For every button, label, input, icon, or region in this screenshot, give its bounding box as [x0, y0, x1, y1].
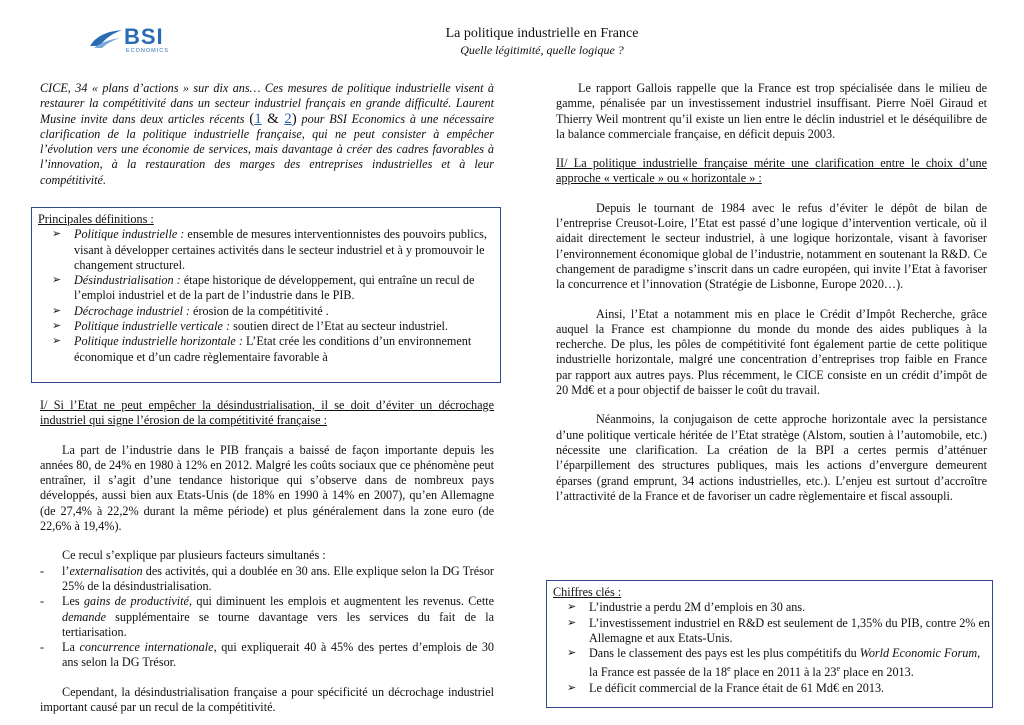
intro-paren-close: ) [291, 110, 297, 127]
key-figure-text: place en 2011 à la 23 [730, 665, 837, 680]
dash-bullet: - [40, 563, 45, 578]
definition-term: Politique industrielle horizontale : [74, 334, 243, 349]
intro-paren-open: ( [249, 110, 255, 127]
dash-bullet: - [40, 640, 45, 655]
definition-item [32, 334, 500, 365]
key-figure-text: L’investissement industriel en R&D est seulement de 1,35% du PIB, contre 2% en Allemagne et aux Etats-Unis. [589, 615, 990, 645]
intro-text-1: CICE, 34 « plans d’actions » sur dix ans… Ces mesures de politique industrielle visent à restaurer la compétitivité dans un secteur industriel français en grande difficulté. Laurent Musine invite dans deux articles récents [40, 81, 494, 126]
factor-item [40, 564, 494, 595]
definition-term: Décrochage industriel : [74, 303, 190, 318]
arrow-bullet-icon: ➢ [52, 274, 62, 287]
factor-item [40, 640, 494, 671]
factor-term: concurrence internationale [79, 640, 214, 655]
factor-post: , qui expliquerait 40 à 45% des pertes d’emplois de 30 ans selon la DG Trésor. [62, 640, 495, 670]
intro-ampersand: & [261, 110, 285, 127]
factor-term: externalisation [69, 563, 143, 578]
factor-post: , qui diminuent les emplois et augmentent les revenus. Cette [188, 594, 494, 609]
factor-pre: Les [62, 594, 84, 609]
right-paragraph-3: Ainsi, l’Etat a notamment mis en place le Crédit d’Impôt Recherche, grâce auquel la France est championne du monde du monde des aides publiques à la recherche. De plus, les pôles de compétitivité font également partie de cette politique industrielle horizontale, malgré une concentration d’entreprises trop faible en France par rapport aux autres pays. Plus récemment, le CICE consiste en un crédit d’impôt de 20 Md€ et a pour objectif de baisser le coût du travail. [556, 306, 987, 398]
section-1-paragraph-1: La part de l’industrie dans le PIB français a baissé de façon importante depuis les années 80, de 24% en 1980 à 12% en 2012. Malgré les coûts sociaux que ce phénomène peut entraîner, il s’agit d’une tendance historique qui s’observe dans de nombreux pays développés, aussi bien aux Etats-Unis (de 18% en 1990 à 14% en 2007), qu’en Allemagne (de 27,4% à 22,2% durant la même période) et plus généralement dans la zone euro (de 22,6% à 19,4%). [40, 442, 494, 534]
key-figure-text: L’industrie a perdu 2M d’emplois en 30 ans. [589, 600, 806, 615]
definition-item [32, 273, 500, 304]
arrow-bullet-icon: ➢ [567, 681, 577, 694]
definition-term: Politique industrielle : [74, 227, 185, 242]
factor-post: des activités, qui a doublée en 30 ans. Elle explique selon la DG Trésor 25% de la désindustrialisation. [62, 563, 494, 593]
right-paragraph-4: Néanmoins, la conjugaison de cette approche horizontale avec la persistance d’une politique verticale héritée de l’Etat stratège (Alstom, soutien à l’automobile, etc.) nécessite une clarification. La création de la BPI a certes permis d’atténuer l’éparpillement des structures publiques, mais les actions d’envergure demeurent éparses (grand emprunt, 34 actions industrielles, etc.). L’enjeu est surtout d’accroître l’attractivité de la France et de favoriser un cadre règlementaire et fiscal assoupli. [556, 412, 987, 503]
definitions-list [32, 227, 500, 365]
section-1-paragraph-2: Ce recul s’explique par plusieurs facteurs simultanés : [62, 548, 326, 563]
definition-text: érosion de la compétitivité . [189, 303, 329, 318]
section-2-heading: II/ La politique industrielle française mérite une clarification entre le choix d’une approche « verticale » ou « horizontale » : [556, 156, 987, 186]
key-figures-list [547, 600, 992, 696]
definition-term: Désindustrialisation : [74, 273, 181, 288]
factor-pre: l’ [62, 563, 70, 578]
definitions-box [31, 207, 501, 383]
dash-bullet: - [40, 594, 45, 609]
key-figure-item [547, 646, 992, 681]
section-1-heading: I/ Si l’Etat ne peut empêcher la désindustrialisation, il se doit d’éviter un décrochage industriel qui signe l’érosion de la compétitivité française : [40, 398, 494, 428]
factor-item [40, 594, 494, 640]
right-paragraph-2: Depuis le tournant de 1984 avec le refus d’éviter le dépôt de bilan de l’entreprise Creusot-Loire, l’Etat est passé d’une logique d’intervention verticale, où il aidait directement le secteur industriel, à une logique horizontale, visant à favoriser l’environnement économique global de l’industrie, notamment en soutenant la R&D. Ce changement de paradigme s’inscrit dans un cadre européen, qui invite l’Etat à favoriser la concurrence et l’innovation (Stratégie de Lisbonne, Europe 2020…). [556, 200, 987, 292]
definition-item [32, 304, 500, 319]
key-figure-text: Dans le classement des pays est les plus compétitifs du [589, 646, 860, 661]
section-1 [40, 398, 494, 715]
arrow-bullet-icon: ➢ [567, 601, 577, 614]
key-figure-item [547, 681, 992, 696]
key-figure-item [547, 600, 992, 615]
logo-subtext: ECONOMICS [126, 48, 169, 54]
page-title: La politique industrielle en France [445, 26, 639, 41]
factor-post-2: supplémentaire se tourne davantage vers les services du fait de la tertiarisation. [62, 609, 494, 639]
right-paragraph-1: Le rapport Gallois rappelle que la France est trop spécialisée dans le milieu de gamme, pénalisée par un investissement industriel insuffisant. Pierre Noël Giraud et Thierry Weil montrent qu’il existe un lien entre le déclin industriel et le déséquilibre de la balance commerciale française, en déficit depuis 2003. [556, 81, 987, 141]
arrow-bullet-icon: ➢ [52, 304, 62, 317]
key-figures-box [546, 580, 993, 708]
definition-item [32, 319, 500, 334]
arrow-bullet-icon: ➢ [567, 616, 577, 629]
intro-text-2: pour BSI Economics à une nécessaire clarification de la politique industrielle française, qui ne peut consister à empêcher l’évolution vers une économie de services, mais davantage à créer des cadres favorables à l’innovation, à la restauration des marges des entreprises industrielles et à leur compétitivité. [40, 111, 494, 187]
article-link-2[interactable]: 2 [284, 110, 292, 127]
definition-item [32, 227, 500, 273]
key-figure-item [547, 616, 992, 647]
article-link-1[interactable]: 1 [254, 110, 262, 127]
ordinal-suffix: e [836, 664, 841, 674]
ordinal-suffix: e [727, 664, 731, 674]
arrow-bullet-icon: ➢ [52, 335, 62, 348]
section-1-paragraph-3: Cependant, la désindustrialisation française a pour spécificité un décrochage industriel important causé par un recul de la compétitivité. [40, 684, 494, 715]
definition-term: Politique industrielle verticale : [74, 319, 231, 334]
arrow-bullet-icon: ➢ [567, 647, 577, 660]
factors-list [40, 564, 494, 671]
definition-text: soutien direct de l’Etat au secteur industriel. [230, 319, 448, 334]
factor-term-2: demande [62, 609, 106, 624]
logo-text: BSI [124, 24, 164, 49]
key-figures-title: Chiffres clés : [553, 585, 622, 599]
page-subtitle: Quelle légitimité, quelle logique ? [460, 43, 624, 57]
factor-term: gains de productivité [83, 594, 189, 609]
definition-text: ensemble de mesures interventionnistes des pouvoirs publics, visant à développer certaines activités dans le secteur industriel et à y promouvoir le changement structurel. [74, 227, 487, 272]
key-figure-source: World Economic Forum [859, 646, 978, 661]
definition-text: étape historique de développement, qui entraîne un recul de l’emploi industriel et de la part de l’industrie dans le PIB. [74, 273, 475, 303]
key-figure-text: place en 2013. [840, 665, 914, 680]
definitions-title: Principales définitions : [38, 212, 154, 226]
key-figure-text: Le déficit commercial de la France était de 61 Md€ en 2013. [589, 680, 885, 695]
definition-text: L’Etat crée les conditions d’un environnement économique et d’un cadre règlementaire favorable à [74, 334, 472, 364]
intro-paragraph [40, 81, 494, 188]
key-figure-text: , la France est passée de la 18 [589, 646, 981, 680]
arrow-bullet-icon: ➢ [52, 320, 62, 333]
right-column [556, 81, 987, 504]
arrow-bullet-icon: ➢ [52, 228, 62, 241]
factor-pre: La [62, 640, 80, 655]
